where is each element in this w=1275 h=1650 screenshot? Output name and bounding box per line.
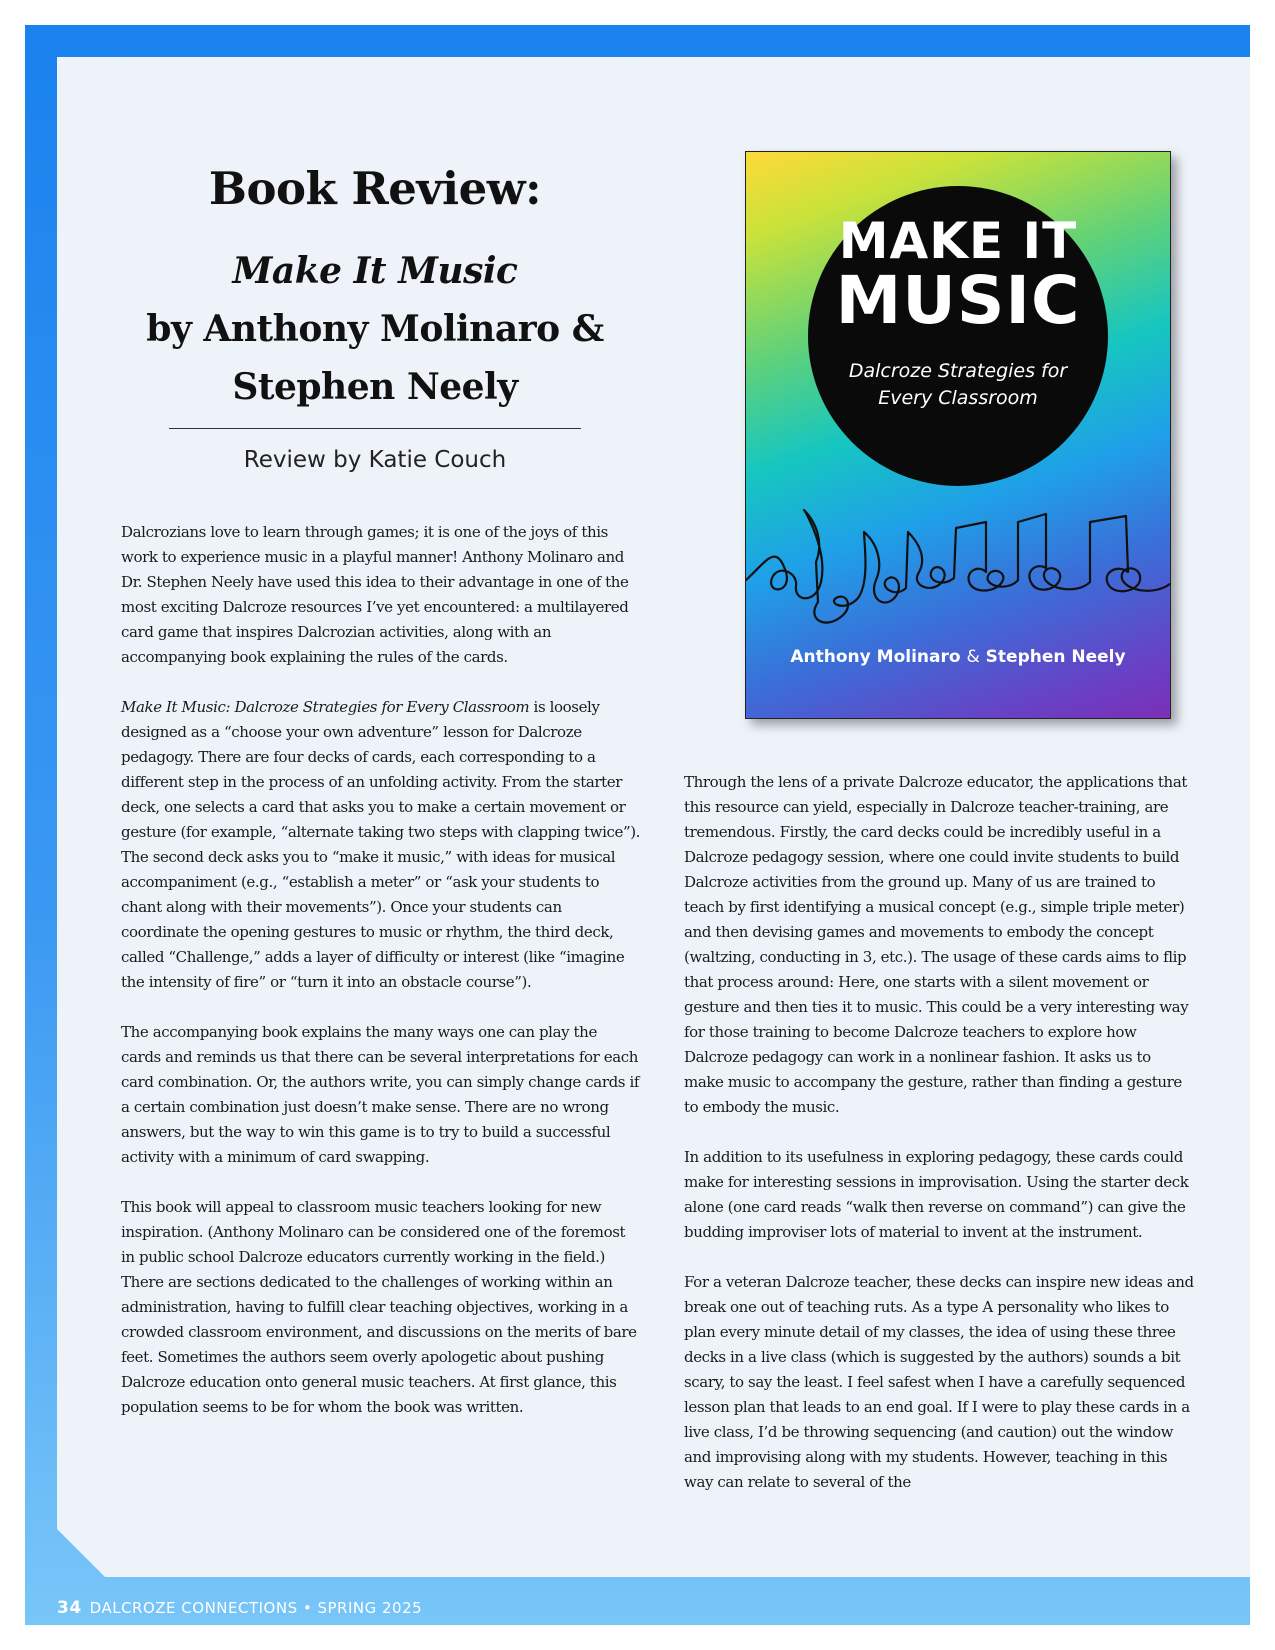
byline: Review by Katie Couch — [243, 447, 507, 473]
paragraph-2-italic-lead: Make It Music: Dalcroze Strategies for Every Classroom — [121, 698, 530, 716]
left-column-body — [121, 520, 641, 1445]
paragraph-2-text: is loosely designed as a “choose your own adventure” lesson for Dalcroze pedagogy. There are four decks of cards, each corresponding to a different step in the process of an unfolding activity. From the starter deck, one selects a card that asks you to make a certain movement or gesture (for example, “alternate taking two steps with clapping twice”). The second deck asks you to “make it music,” with ideas for musical accompaniment (e.g., “establish a meter” or “ask your students to chant along with their movements”). Once your students can coordinate the opening gestures to music or rhythm, the third deck, called “Challenge,” adds a layer of difficulty or interest (like “imagine the intensity of fire” or “turn it into an obstacle course”). — [121, 698, 641, 991]
publication-name: DALCROZE CONNECTIONS • SPRING 2025 — [89, 1599, 423, 1617]
paragraph-5: Through the lens of a private Dalcroze educator, the applications that this resource can yield, especially in Dalcroze teacher-training, are tremendous. Firstly, the card decks could be incredibly useful in a Dalcroze pedagogy session, where one could invite students to build Dalcroze activities from the ground up. Many of us are trained to teach by first identifying a musical concept (e.g., simple triple meter) and then devising games and movements to embody the concept (waltzing, conducting in 3, etc.). The usage of these cards aims to flip that process around: Here, one starts with a silent movement or gesture and then ties it to music. This could be a very interesting way for those training to become Dalcroze teachers to explore how Dalcroze pedagogy can work in a nonlinear fashion. It asks us to make music to accompany the gesture, rather than finding a gesture to embody the music. — [684, 773, 1189, 1116]
page-number: 34 — [57, 1598, 82, 1618]
paragraph-2 — [121, 695, 641, 995]
authors-line-1: by Anthony Molinaro & — [146, 308, 604, 350]
paragraph-7: For a veteran Dalcroze teacher, these decks can inspire new ideas and break one out of teaching ruts. As a type A personality who likes to plan every minute detail of my classes, the idea of using these three decks in a live class (which is suggested by the authors) sounds a bit scary, to say the least. I feel safest when I have a carefully sequenced lesson plan that leads to an end goal. If I were to play these cards in a live class, I’d be throwing sequencing (and caution) out the window and improvising along with my students. However, teaching in this way can relate to several of the — [684, 1273, 1194, 1491]
authors-line-2: Stephen Neely — [232, 366, 518, 408]
page-footer — [57, 1598, 422, 1618]
paragraph-4: This book will appeal to classroom music teachers looking for new inspiration. (Anthony Molinaro can be considered one of the foremost in public school Dalcroze educators currently working in the field.) There are sections dedicated to the challenges of working within an administration, having to fulfill clear teaching objectives, working in a crowded classroom environment, and discussions on the merits of bare feet. Sometimes the authors seem overly apologetic about pushing Dalcroze education onto general music teachers. At first glance, this population seems to be for whom the book was written. — [121, 1198, 637, 1416]
cover-subtitle — [746, 358, 1170, 412]
right-column-body — [684, 770, 1194, 1520]
cover-title-line-2: MUSIC — [835, 262, 1081, 339]
cover-author-1: Anthony Molinaro — [790, 647, 961, 667]
title-divider — [169, 428, 581, 429]
cover-subtitle-line-1: Dalcroze Strategies for — [848, 360, 1068, 382]
paragraph-6: In addition to its usefulness in exploring pedagogy, these cards could make for interesting sessions in improvisation. Using the starter deck alone (one card reads “walk then reverse on command”) can give the budding improviser lots of material to invent at the instrument. — [684, 1148, 1189, 1241]
paragraph-3: The accompanying book explains the many ways one can play the cards and reminds us that there can be several interpretations for each card combination. Or, the authors write, you can simply change cards if a certain combination just doesn’t make sense. There are no wrong answers, but the way to win this game is to try to build a successful activity with a minimum of card swapping. — [121, 1023, 640, 1166]
book-title: Make It Music — [232, 250, 518, 292]
paragraph-1: Dalcrozians love to learn through games; it is one of the joys of this work to experience music in a playful manner! Anthony Molinaro and Dr. Stephen Neely have used this idea to their advantage in one of the most exciting Dalcroze resources I’ve yet encountered: a multilayered card game that inspires Dalcrozian activities, along with an accompanying book explaining the rules of the cards. — [121, 523, 629, 666]
book-cover-image — [745, 151, 1171, 719]
cover-ampersand: & — [966, 647, 980, 667]
cover-authors — [746, 647, 1170, 667]
cover-subtitle-line-2: Every Classroom — [878, 387, 1038, 409]
article-heading: Book Review: — [208, 162, 542, 215]
article-header — [120, 160, 630, 473]
music-notes-illustration — [746, 502, 1170, 632]
cover-title-line-1: MAKE IT — [838, 212, 1078, 270]
cover-author-2: Stephen Neely — [985, 647, 1126, 667]
